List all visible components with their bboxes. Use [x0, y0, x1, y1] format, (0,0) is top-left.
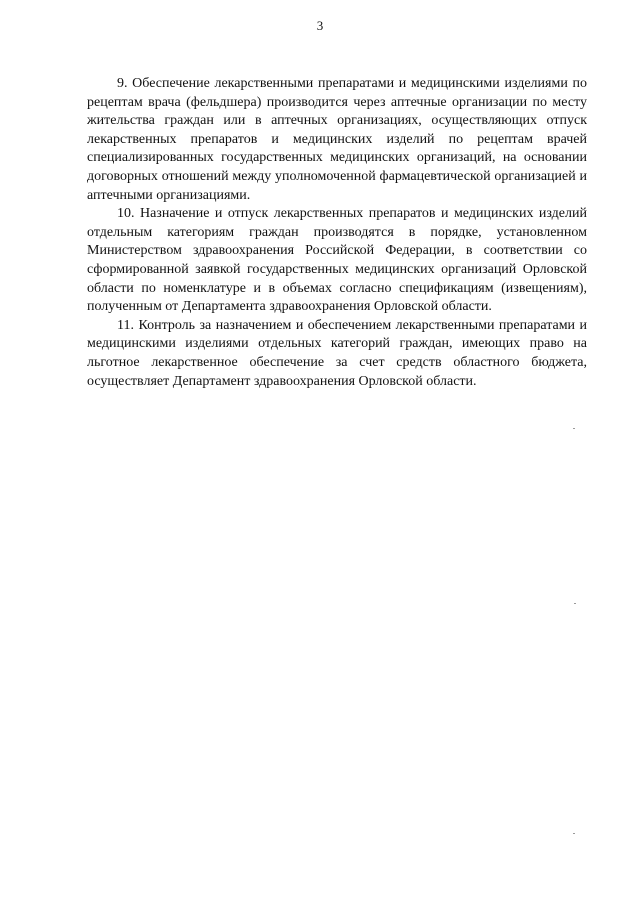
document-body	[87, 75, 587, 391]
page-number: 3	[316, 18, 324, 33]
scan-speck	[573, 833, 575, 834]
paragraph-10: 10. Назначение и отпуск лекарственных препаратов и медицинских изделий отдельным категориям граждан производятся в порядке, установленном Министерством здравоохранения Российской Федерации, в соответствии со сформированной заявкой государственных медицинских организаций Орловской области по номенклатуре и в объемах согласно спецификациям (извещениям), полученным от Департамента здравоохранения Орловской области.	[87, 206, 587, 315]
scan-speck	[574, 603, 576, 604]
paragraph-11: 11. Контроль за назначением и обеспечением лекарственными препаратами и медицинскими изделиями отдельных категорий граждан, имеющих право на льготное лекарственное обеспечение за счет средств областного бюджета, осуществляет Департамент здравоохранения Орловской области.	[87, 317, 587, 389]
paragraph-9: 9. Обеспечение лекарственными препаратами и медицинскими изделиями по рецептам врача (фельдшера) производится через аптечные организации по месту жительства граждан или в аптечных организациях, осуществляющих отпуск лекарственных препаратов и медицинских изделий по рецептам врачей специализированных государственных медицинских организаций, на основании договорных отношений между уполномоченной фармацевтической организацией и аптечными организациями.	[87, 76, 587, 203]
scan-speck	[573, 428, 575, 429]
